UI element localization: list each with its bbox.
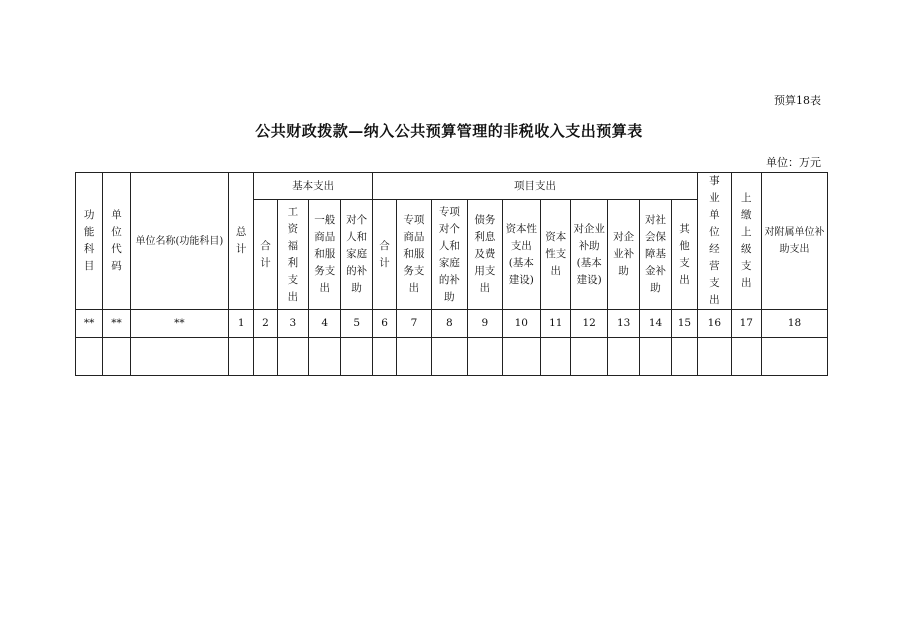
data-cell[interactable] [698, 338, 731, 376]
header-special-personal: 专项对个人和家庭的补助 [431, 200, 467, 310]
data-cell[interactable] [502, 338, 541, 376]
header-social-security: 对社会保障基金补助 [640, 200, 671, 310]
data-cell[interactable] [254, 338, 277, 376]
header-unit-name: 单位名称(功能科目) [130, 173, 228, 310]
index-cell: 9 [468, 310, 502, 338]
index-cell: 11 [541, 310, 571, 338]
index-cell: 12 [571, 310, 607, 338]
index-cell: 6 [372, 310, 396, 338]
unit-label: 单位：万元 [766, 156, 821, 169]
index-cell: 3 [277, 310, 308, 338]
index-cell: ** [103, 310, 130, 338]
index-cell: ** [130, 310, 228, 338]
data-cell[interactable] [277, 338, 308, 376]
budget-table [75, 172, 828, 376]
header-unit-code: 单位代码 [103, 173, 130, 310]
header-personal-subsidy: 对个人和家庭的补助 [341, 200, 372, 310]
data-cell[interactable] [397, 338, 431, 376]
index-cell: 5 [341, 310, 372, 338]
data-cell[interactable] [309, 338, 341, 376]
header-salary: 工资福利支出 [277, 200, 308, 310]
data-cell[interactable] [372, 338, 396, 376]
header-debt-interest: 债务利息及费用支出 [468, 200, 502, 310]
index-cell: 2 [254, 310, 277, 338]
index-cell: ** [76, 310, 103, 338]
data-cell[interactable] [671, 338, 697, 376]
data-cell[interactable] [731, 338, 761, 376]
index-cell: 13 [607, 310, 639, 338]
header-capital-basic: 资本性支出(基本建设) [502, 200, 541, 310]
index-cell: 18 [761, 310, 827, 338]
index-row [76, 310, 828, 338]
header-function-subject: 功能科目 [76, 173, 103, 310]
data-cell[interactable] [341, 338, 372, 376]
header-upper-payment: 上缴上级支出 [731, 173, 761, 310]
data-cell[interactable] [229, 338, 254, 376]
header-goods-services: 一般商品和服务支出 [309, 200, 341, 310]
index-cell: 14 [640, 310, 671, 338]
header-basic-total: 合计 [254, 200, 277, 310]
index-cell: 1 [229, 310, 254, 338]
data-cell[interactable] [541, 338, 571, 376]
header-project-expenditure: 项目支出 [372, 173, 697, 200]
index-cell: 10 [502, 310, 541, 338]
index-cell: 16 [698, 310, 731, 338]
header-affiliated-subsidy: 对附属单位补助支出 [761, 173, 827, 310]
index-cell: 17 [731, 310, 761, 338]
data-cell[interactable] [468, 338, 502, 376]
index-cell: 8 [431, 310, 467, 338]
data-cell[interactable] [76, 338, 103, 376]
header-project-total: 合计 [372, 200, 396, 310]
header-business-operation: 事业单位经营支出 [698, 173, 731, 310]
data-cell[interactable] [640, 338, 671, 376]
index-cell: 4 [309, 310, 341, 338]
data-cell[interactable] [761, 338, 827, 376]
header-basic-expenditure: 基本支出 [254, 173, 373, 200]
data-row [76, 338, 828, 376]
header-enterprise-basic: 对企业补助(基本建设) [571, 200, 607, 310]
header-total: 总计 [229, 173, 254, 310]
index-cell: 7 [397, 310, 431, 338]
data-cell[interactable] [571, 338, 607, 376]
form-number-label: 预算18表 [774, 94, 821, 107]
page-title: 公共财政拨款—纳入公共预算管理的非税收入支出预算表 [255, 122, 643, 140]
data-cell[interactable] [607, 338, 639, 376]
data-cell[interactable] [103, 338, 130, 376]
data-cell[interactable] [431, 338, 467, 376]
header-capital: 资本性支出 [541, 200, 571, 310]
header-enterprise: 对企业补助 [607, 200, 639, 310]
index-cell: 15 [671, 310, 697, 338]
header-special-goods: 专项商品和服务支出 [397, 200, 431, 310]
header-other: 其他支出 [671, 200, 697, 310]
data-cell[interactable] [130, 338, 228, 376]
